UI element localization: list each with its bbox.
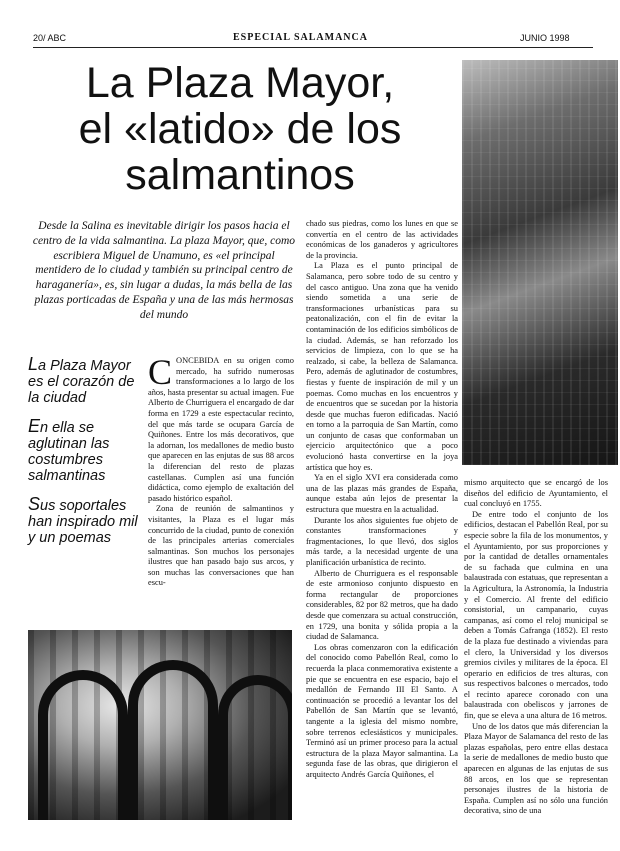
intro-paragraph: Desde la Salina es inevitable dirigir los pasos hacia el centro de la vida salmantina. La plaza Mayor, que, como escribiera Miguel de Unamuno, es «el principal mentidero de lo ciudad y también su principal centro de haraganería», es, sin lugar a dudas, la más bella de las plazas porticadas de España y una de las más hermosas del mundo: [32, 220, 296, 321]
pullquote-text: n ella se aglutinan las costumbres salmantinas: [28, 420, 110, 484]
arch-shape: [128, 660, 218, 820]
article-paragraph: Zona de reunión de salmantinos y visitantes, la Plaza es el lugar más concurrido de la ciudad, punto de conexión de las principales arterias comerciales salmantinas. Son muchos los personajes ilustres que han pasado bajo sus arcos, y son muchas las conversaciones que han escu-: [148, 504, 294, 588]
article-paragraph: Uno de los datos que más diferencian la Plaza Mayor de Salamanca del resto de las plazas españolas, pero entre ellas destaca la serie de medallones de medio busto que aparecen en algunas de las enjutas de sus 88 arcos, en los que se representan personajes ilustres de la historia de España. Cumplen así no sólo una función decorativa, sino de una: [464, 721, 608, 816]
headline-line-3: salmantinos: [125, 151, 355, 199]
arch-shape: [218, 675, 292, 820]
header-divider: [33, 47, 593, 48]
headline-line-1: La Plaza Mayor,: [85, 59, 395, 107]
headline: [40, 60, 440, 198]
arch-shape: [38, 670, 128, 820]
pullquote: [28, 418, 138, 484]
drop-cap: C: [148, 356, 173, 392]
article-paragraph: De entre todo el conjunto de los edificios, destacan el Pabellón Real, por su especie sobre la fila de los monumentos, y el Ayuntamiento, por sus proporciones y por la cantidad de detalles ornamentales de su fachada que culmina en una balaustrada con estatuas, que representan a la Agricultura, la Astronomía, la Industria y el Comercio. Al frente del edificio consistorial, un campanario, cuyas campanas, así como el reloj municipal se deben a Tomás Cafranga (1852). El resto de la plaza fue destinado a viviendas para el clero, la Universidad y los diversos gremios civiles y militares de la época. El operario en edificios de tres alturas, con sus respectivos balcones o mercados, todo el recinto aparece coronado con una balaustrada con obeliscos y jarrones de fin, que se eleva a una altura de 16 metros.: [464, 509, 608, 721]
pullquotes: [28, 356, 138, 558]
article-column-3: [464, 478, 608, 845]
article-paragraph: Durante los años siguientes fue objeto de constantes transformaciones y fragmentaciones, lo que llevó, dos siglos más tarde, a la necesidad urgente de una planificación urbanística de recinto.: [306, 515, 458, 567]
page-header: [33, 33, 593, 47]
pullquote-initial: S: [28, 494, 41, 514]
pullquote-initial: E: [28, 416, 41, 436]
issue-date: JUNIO 1998: [520, 33, 570, 43]
article-paragraph: [148, 356, 294, 504]
article-paragraph: La Plaza es el punto principal de Salamanca, pero sobre todo de su centro y del casco antiguo. Una zona que ha venido siendo sometida a una serie de transformaciones urbanísticas para su peatonalización, con el fin de evitar la contaminación de los edificios simbólicos de la ciudad. Además, se han reforzado los servicios de limpieza, con lo que se ha realzado, si cabe, la belleza de Salamanca. Pero, además de aglutinador de costumbres, fiestas y fuente de inspiración de mil y un poemas. Como muchas en los encuentros y de encuentros que se sucedan por la historia desde que muchas fueron edificadas. Nació en torno a la parroquia de San Martín, como un conjunto de casas que conformaban un ejercicio arquitectónico que a poco evolucionó hasta convertirse en la joya artística que hoy es.: [306, 261, 458, 472]
pullquote-text: a Plaza Mayor es el corazón de la ciudad: [28, 358, 135, 406]
page-number: 20/ ABC: [33, 33, 67, 43]
article-paragraph: Los obras comenzaron con la edificación del conocido como Pabellón Real, como lo recuerda la placa conmemorativa existente a pie que se encuentra en ese espacio, bajo el medallón de Fernando III El Santo. A continuación se procedió a levantar los del Pabellón de San Martín que se levantó, tangente a la iglesia del mismo nombre, sobre terrenos eclesiásticos y municipales. Terminó así un primer proceso para la actual estructura de la plaza Mayor salmantina. La segunda fase de las obras, que dirigieron el arquitecto Andrés García Quiñones, el: [306, 642, 458, 779]
aerial-photo: [462, 60, 618, 465]
pullquote: [28, 496, 138, 546]
lead-text: ONCEBIDA en su origen como mercado, ha sufrido numerosas transformaciones a lo largo de los años, hasta presentar su actual imagen. Fue Alberto de Churriguera el encargado de dar forma en 1729 a este espectacular recinto, del que más tarde se ocupara García de Quiñones. Entre los más decorativos, que la adornan, los medallones de medio busto que aparecen en las enjutas de sus 88 arcos la diferencian del resto de plazas castellanas. Cumplen así una función didáctica, como ejemplo de exaltación del pasado histórico español.: [148, 356, 294, 503]
article-paragraph: Ya en el siglo XVI era considerada como una de las plazas más grandes de España, aunque estaba aún lejos de presentar la estructura que muestra en la actualidad.: [306, 473, 458, 515]
pullquote: [28, 356, 138, 406]
pullquote-initial: L: [28, 354, 39, 374]
pullquote-text: us soportales han inspirado mil y un poemas: [28, 498, 138, 546]
article-paragraph: mismo arquitecto que se encargó de los diseños del edificio de Ayuntamiento, el cual concluyó en 1755.: [464, 478, 608, 509]
article-paragraph: chado sus piedras, como los lunes en que se convertía en el centro de las actividades económicas de los ganaderos y agricultores de la provincia.: [306, 219, 458, 260]
headline-line-2: el «latido» de los: [78, 105, 402, 153]
article-column-1: [148, 356, 294, 626]
arcade-photo: [28, 630, 292, 820]
article-column-2: [306, 219, 458, 845]
article-paragraph: Alberto de Churriguera es el responsable de este armonioso conjunto dispuesto en forma rectangular de proporciones considerables, 82 por 82 metros, que ha dado desde que comenzara su actual construcción, en 1729, una bonita y sólida propia a la ciudad de Salamanca.: [306, 568, 458, 642]
section-title: ESPECIAL SALAMANCA: [233, 32, 368, 43]
